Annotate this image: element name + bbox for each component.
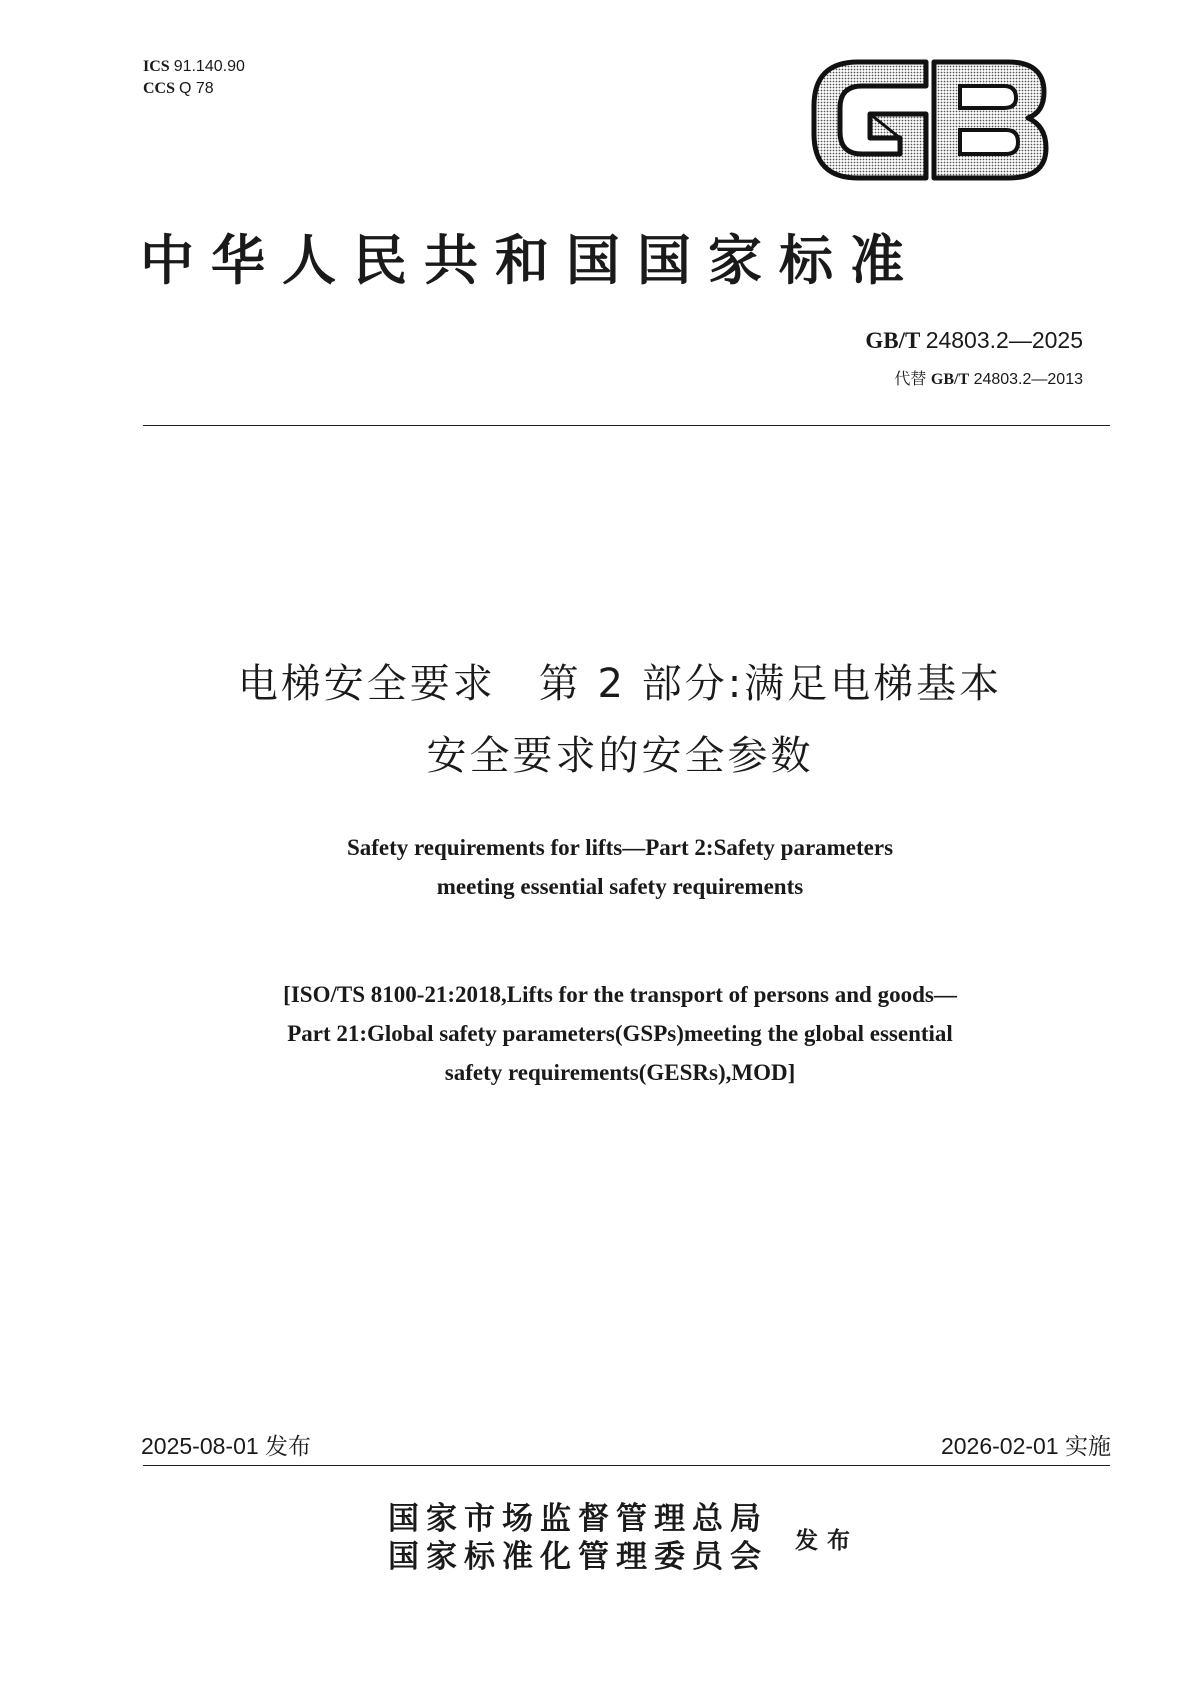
bottom-divider xyxy=(143,1465,1110,1466)
classification-codes xyxy=(143,56,245,100)
chinese-title xyxy=(130,648,1110,792)
standard-number-value: 24803.2—2025 xyxy=(925,327,1083,353)
replaces-standard xyxy=(894,366,1083,389)
standard-number-prefix: GB/T xyxy=(865,328,920,353)
ccs-code xyxy=(143,78,245,100)
gb-logo xyxy=(808,56,1050,184)
english-title xyxy=(130,828,1110,906)
issuer-name: 国家标准化管理委员会 xyxy=(388,1539,768,1575)
iso-reference-line: Part 21:Global safety parameters(GSPs)meeting the global essential xyxy=(287,1021,953,1046)
chinese-title-line: 安全要求的安全参数 xyxy=(426,733,814,779)
publish-label: 发布 xyxy=(795,1527,859,1554)
replaces-code: GB/T xyxy=(930,371,970,388)
ics-value: 91.140.90 xyxy=(173,58,245,75)
ccs-label: CCS xyxy=(143,80,176,97)
issuing-authorities xyxy=(388,1500,768,1576)
implementation-date: 2026-02-01 实施 xyxy=(940,1433,1111,1459)
chinese-title-line: 电梯安全要求 第 2 部分:满足电梯基本 xyxy=(237,661,1003,707)
iso-reference-line: safety requirements(GESRs),MOD] xyxy=(444,1060,796,1085)
iso-reference xyxy=(130,975,1110,1092)
top-divider xyxy=(143,425,1110,426)
ics-code xyxy=(143,56,245,78)
issue-date: 2025-08-01 发布 xyxy=(141,1433,312,1459)
standard-number xyxy=(865,327,1083,354)
ccs-value: Q 78 xyxy=(179,80,214,97)
english-title-line: Safety requirements for lifts—Part 2:Safety parameters xyxy=(346,835,894,860)
ics-label: ICS xyxy=(143,58,170,75)
issuer-name: 国家市场监督管理总局 xyxy=(388,1501,768,1537)
replaces-number: 24803.2—2013 xyxy=(973,371,1083,388)
english-title-line: meeting essential safety requirements xyxy=(436,874,804,899)
iso-reference-line: [ISO/TS 8100-21:2018,Lifts for the transport of persons and goods— xyxy=(283,982,957,1007)
national-standard-heading: 中华人民共和国国家标准 xyxy=(140,228,921,292)
replaces-prefix: 代替 xyxy=(894,371,927,388)
